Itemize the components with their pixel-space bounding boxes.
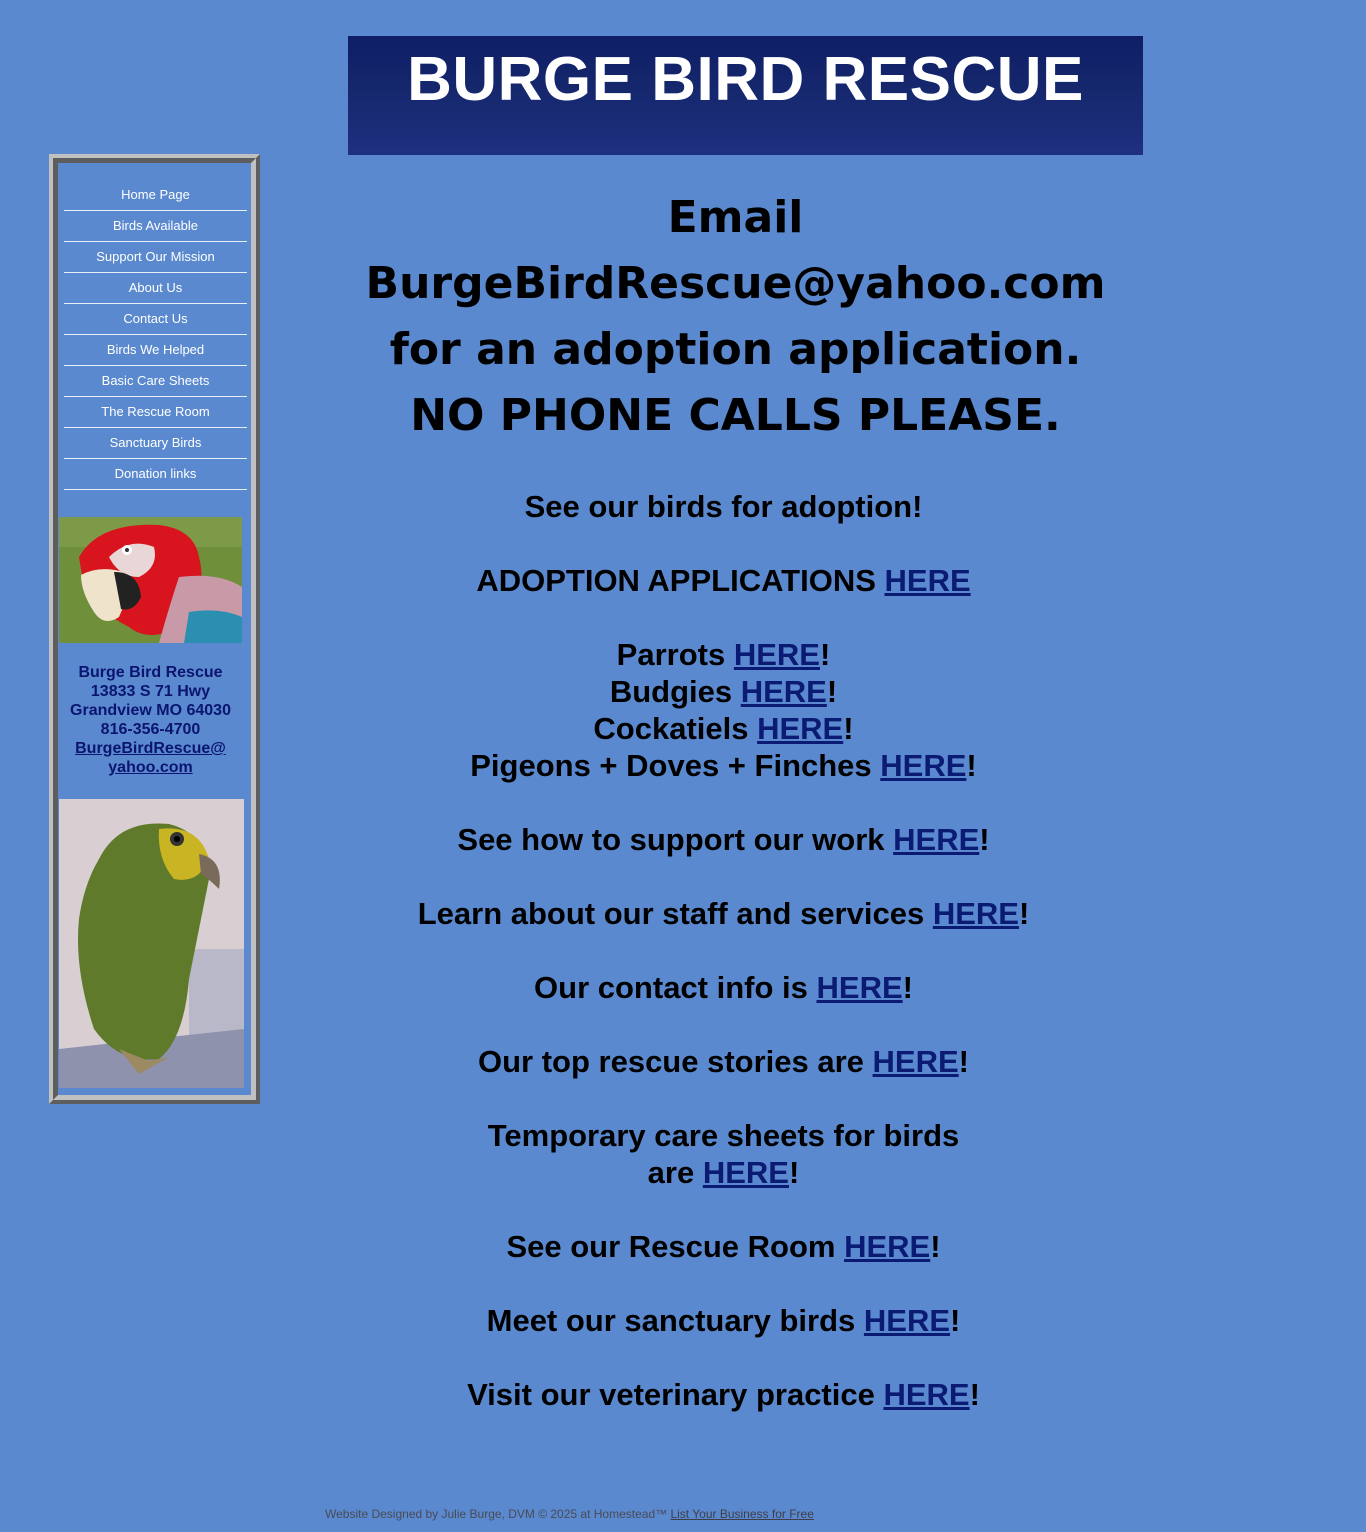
notice-line-1: Email — [667, 192, 804, 243]
macaw-photo — [59, 517, 242, 643]
exclaim: ! — [930, 1229, 941, 1264]
vet-line — [380, 1376, 1067, 1413]
contact-label: Our contact info is — [534, 970, 817, 1005]
stories-label: Our top rescue stories are — [477, 1044, 873, 1079]
sanctuary-link[interactable]: HERE — [863, 1303, 951, 1338]
stories-line — [380, 1043, 1067, 1080]
care-sheets-line-2 — [380, 1154, 1067, 1191]
budgies-label: Budgies — [609, 674, 741, 709]
exclaim: ! — [969, 1377, 980, 1412]
sidebar-nav — [64, 180, 247, 490]
nav-item-donation-links[interactable]: Donation links — [64, 459, 247, 490]
notice-line-4: NO PHONE CALLS PLEASE. — [410, 390, 1061, 441]
main-content — [380, 488, 1067, 1413]
pigeons-line — [380, 747, 1067, 784]
exclaim: ! — [826, 674, 838, 709]
stories-link[interactable]: HERE — [872, 1044, 959, 1079]
sidebar-panel — [53, 158, 256, 1100]
exclaim: ! — [979, 822, 990, 857]
nav-item-contact-us[interactable]: Contact Us — [64, 304, 247, 335]
contact-address — [58, 663, 243, 777]
parrots-label: Parrots — [616, 637, 734, 672]
footer-credit: Website Designed by Julie Burge, DVM © 2025 at Homestead™ — [325, 1507, 671, 1521]
pigeons-link[interactable]: HERE — [880, 748, 967, 783]
nav-item-support-our-mission[interactable]: Support Our Mission — [64, 242, 247, 273]
parrots-link[interactable]: HERE — [733, 637, 820, 672]
city-state-zip: Grandview MO 64030 — [70, 702, 231, 719]
rescue-room-link[interactable]: HERE — [844, 1229, 931, 1264]
budgies-line — [380, 673, 1067, 710]
staff-line — [380, 895, 1067, 932]
cockatiels-label: Cockatiels — [593, 711, 758, 746]
cockatiels-link[interactable]: HERE — [757, 711, 844, 746]
staff-link[interactable]: HERE — [932, 896, 1019, 931]
adoption-apps-line — [380, 562, 1067, 599]
exclaim: ! — [966, 748, 977, 783]
parrots-line — [380, 636, 1067, 673]
email-link-part1[interactable]: BurgeBirdRescue@ — [75, 740, 226, 757]
nav-item-birds-we-helped[interactable]: Birds We Helped — [64, 335, 247, 366]
sidebar — [49, 154, 260, 1104]
nav-item-sanctuary-birds[interactable]: Sanctuary Birds — [64, 428, 247, 459]
support-link[interactable]: HERE — [893, 822, 980, 857]
rescue-room-line — [380, 1228, 1067, 1265]
exclaim: ! — [819, 637, 831, 672]
adoption-apps-link[interactable]: HERE — [884, 563, 971, 598]
exclaim: ! — [958, 1044, 969, 1079]
pigeons-label: Pigeons + Doves + Finches — [470, 748, 881, 783]
email-link-part2[interactable]: yahoo.com — [108, 759, 193, 776]
org-name: Burge Bird Rescue — [78, 664, 223, 681]
notice-line-3: for an adoption application. — [389, 324, 1082, 375]
vet-label: Visit our veterinary practice — [467, 1377, 884, 1412]
care-sheets-link[interactable]: HERE — [702, 1155, 789, 1190]
contact-line — [380, 969, 1067, 1006]
nav-item-rescue-room[interactable]: The Rescue Room — [64, 397, 247, 428]
exclaim: ! — [902, 970, 913, 1005]
care-sheets-line-1: Temporary care sheets for birds — [487, 1118, 960, 1153]
exclaim: ! — [950, 1303, 961, 1338]
staff-label: Learn about our staff and services — [417, 896, 933, 931]
amazon-parrot-photo — [59, 799, 244, 1088]
vet-link[interactable]: HERE — [883, 1377, 970, 1412]
care-label: are — [647, 1155, 703, 1190]
budgies-link[interactable]: HERE — [740, 674, 827, 709]
support-line — [380, 821, 1067, 858]
list-business-link[interactable]: List Your Business for Free — [670, 1507, 814, 1521]
see-birds-heading: See our birds for adoption! — [524, 489, 923, 524]
adoption-notice — [348, 185, 1123, 449]
adoption-apps-label: ADOPTION APPLICATIONS — [476, 563, 885, 598]
exclaim: ! — [788, 1155, 800, 1190]
exclaim: ! — [1018, 896, 1030, 931]
nav-item-birds-available[interactable]: Birds Available — [64, 211, 247, 242]
rescue-room-label: See our Rescue Room — [506, 1229, 845, 1264]
nav-item-about-us[interactable]: About Us — [64, 273, 247, 304]
nav-item-basic-care-sheets[interactable]: Basic Care Sheets — [64, 366, 247, 397]
phone-number: 816-356-4700 — [100, 721, 201, 738]
street-address: 13833 S 71 Hwy — [90, 683, 211, 700]
cockatiels-line — [380, 710, 1067, 747]
footer — [325, 1507, 814, 1521]
contact-link[interactable]: HERE — [816, 970, 903, 1005]
sanctuary-line — [380, 1302, 1067, 1339]
site-banner — [348, 36, 1143, 155]
site-title: BURGE BIRD RESCUE — [407, 45, 1084, 114]
exclaim: ! — [843, 711, 854, 746]
sanctuary-label: Meet our sanctuary birds — [486, 1303, 864, 1338]
nav-item-home-page[interactable]: Home Page — [64, 180, 247, 211]
notice-line-2: BurgeBirdRescue@yahoo.com — [365, 258, 1106, 309]
support-label: See how to support our work — [457, 822, 894, 857]
